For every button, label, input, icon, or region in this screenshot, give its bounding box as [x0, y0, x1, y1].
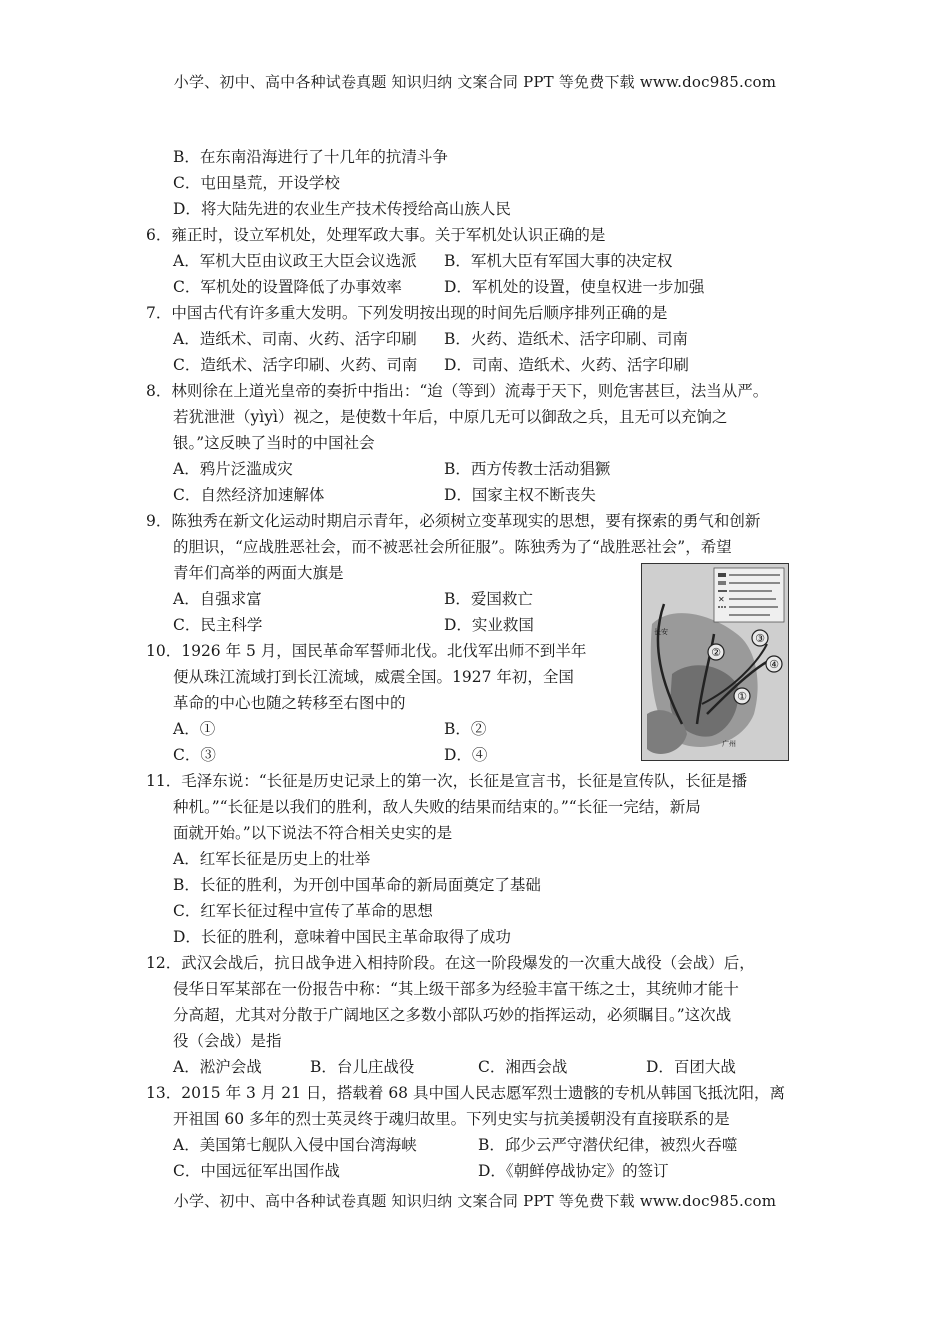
q8-stem-line1: 8．林则徐在上道光皇帝的奏折中指出：“迨（等到）流毒于天下，则危害甚巨，法当从严。	[146, 382, 769, 400]
q5-option-b: B．在东南沿海进行了十几年的抗清斗争	[173, 148, 448, 166]
q8-stem-line3: 银。”这反映了当时的中国社会	[173, 434, 375, 452]
q12-stem-line4: 役（会战）是指	[173, 1032, 282, 1050]
q12-option-a: A．淞沪会战	[173, 1058, 262, 1076]
q7-stem: 7．中国古代有许多重大发明。下列发明按出现的时间先后顺序排列正确的是	[146, 304, 668, 322]
q12-stem-line2: 侵华日军某部在一份报告中称：“其上级干部多为经验丰富干练之士，其统帅才能十	[173, 980, 739, 998]
q6-option-b: B．军机大臣有军国大事的决定权	[444, 252, 673, 270]
q11-option-d: D．长征的胜利，意味着中国民主革命取得了成功	[173, 928, 511, 946]
q5-option-d: D．将大陆先进的农业生产技术传授给高山族人民	[173, 200, 511, 218]
q11-option-b: B．长征的胜利，为开创中国革命的新局面奠定了基础	[173, 876, 541, 894]
q8-option-a: A．鸦片泛滥成灾	[173, 460, 293, 478]
q10-stem-line2: 便从珠江流域打到长江流域，威震全国。1927 年初，全国	[173, 668, 574, 686]
legend-cross: ✕	[718, 595, 725, 604]
q12-option-b: B．台儿庄战役	[310, 1058, 415, 1076]
q9-option-a: A．自强求富	[173, 590, 262, 608]
q8-option-d: D．国家主权不断丧失	[444, 486, 596, 504]
q7-option-c: C．造纸术、活字印刷、火药、司南	[173, 356, 418, 374]
q8-option-c: C．自然经济加速解体	[173, 486, 325, 504]
q11-stem-line3: 面就开始。”以下说法不符合相关史实的是	[173, 824, 453, 842]
q12-stem-line1: 12．武汉会战后，抗日战争进入相持阶段。在这一阶段爆发的一次重大战役（会战）后，	[146, 954, 755, 972]
svg-text:②: ②	[711, 646, 721, 659]
marker-4	[766, 656, 782, 672]
marker-1	[734, 688, 750, 704]
q12-option-c: C．湘西会战	[478, 1058, 568, 1076]
map-label-guangzhou: 广州	[722, 740, 736, 748]
q9-stem-line3: 青年们高举的两面大旗是	[173, 564, 344, 582]
q12-option-d: D．百团大战	[646, 1058, 736, 1076]
q10-option-c: C．③	[173, 746, 216, 764]
map-graphic	[642, 564, 788, 760]
q9-stem-line2: 的胆识，“应战胜恶社会，而不被恶社会所征服”。陈独秀为了“战胜恶社会”，希望	[173, 538, 732, 556]
q13-stem-line1: 13．2015 年 3 月 21 日，搭载着 68 具中国人民志愿军烈士遗骸的专机从韩国飞抵沈阳，离	[146, 1084, 785, 1102]
q10-option-d: D．④	[444, 746, 488, 764]
q11-stem-line1: 11．毛泽东说：“长征是历史记录上的第一次，长征是宣言书，长征是宣传队，长征是播	[146, 772, 748, 790]
q7-option-a: A．造纸术、司南、火药、活字印刷	[173, 330, 417, 348]
map-label-changan: 长安	[654, 628, 668, 636]
svg-text:①: ①	[737, 690, 747, 703]
legend-swatch-1	[718, 573, 726, 577]
q6-option-d: D．军机处的设置，使皇权进一步加强	[444, 278, 705, 296]
q10-option-a: A．①	[173, 720, 216, 738]
svg-text:③: ③	[755, 632, 765, 645]
q9-option-b: B．爱国救亡	[444, 590, 533, 608]
q6-option-c: C．军机处的设置降低了办事效率	[173, 278, 402, 296]
legend-swatch-2	[718, 581, 726, 585]
q10-stem-line3: 革命的中心也随之转移至右图中的	[173, 694, 406, 712]
q9-option-c: C．民主科学	[173, 616, 263, 634]
q12-stem-line3: 分高超，尤其对分散于广阔地区之多数小部队巧妙的指挥运动，必须瞩目。”这次战	[173, 1006, 732, 1024]
q8-stem-line2: 若犹泄泄（yìyì）视之，是使数十年后，中原几无可以御敌之兵，且无可以充饷之	[173, 408, 728, 426]
marker-3	[752, 630, 768, 646]
q11-stem-line2: 种机。”“长征是以我们的胜利，敌人失败的结果而结束的。”“长征一完结，新局	[173, 798, 701, 816]
page-footer: 小学、初中、高中各种试卷真题 知识归纳 文案合同 PPT 等免费下载 www.doc985.com	[173, 1192, 777, 1210]
q8-option-b: B．西方传教士活动猖獗	[444, 460, 611, 478]
q7-option-d: D．司南、造纸术、火药、活字印刷	[444, 356, 689, 374]
svg-text:④: ④	[769, 658, 779, 671]
q13-option-c: C．中国远征军出国作战	[173, 1162, 340, 1180]
q13-option-d: D．《朝鲜停战协定》的签订	[478, 1162, 669, 1180]
page-header: 小学、初中、高中各种试卷真题 知识归纳 文案合同 PPT 等免费下载 www.doc985.com	[173, 73, 777, 91]
q10-stem-line1: 10．1926 年 5 月，国民革命军誓师北伐。北伐军出师不到半年	[146, 642, 587, 660]
q7-option-b: B．火药、造纸术、活字印刷、司南	[444, 330, 688, 348]
marker-2	[708, 644, 724, 660]
q13-option-a: A．美国第七舰队入侵中国台湾海峡	[173, 1136, 417, 1154]
q11-option-c: C．红军长征过程中宣传了革命的思想	[173, 902, 433, 920]
q10-option-b: B．②	[444, 720, 487, 738]
northern-expedition-map	[641, 563, 789, 761]
q13-stem-line2: 开祖国 60 多年的烈士英灵终于魂归故里。下列史实与抗美援朝没有直接联系的是	[173, 1110, 730, 1128]
q11-option-a: A．红军长征是历史上的壮举	[173, 850, 371, 868]
q6-stem: 6．雍正时，设立军机处，处理军政大事。关于军机处认识正确的是	[146, 226, 606, 244]
q9-option-d: D．实业救国	[444, 616, 534, 634]
q6-option-a: A．军机大臣由议政王大臣会议选派	[173, 252, 417, 270]
q13-option-b: B．邱少云严守潜伏纪律，被烈火吞噬	[478, 1136, 738, 1154]
q9-stem-line1: 9．陈独秀在新文化运动时期启示青年，必须树立变革现实的思想，要有探索的勇气和创新	[146, 512, 761, 530]
q5-option-c: C．屯田垦荒，开设学校	[173, 174, 340, 192]
